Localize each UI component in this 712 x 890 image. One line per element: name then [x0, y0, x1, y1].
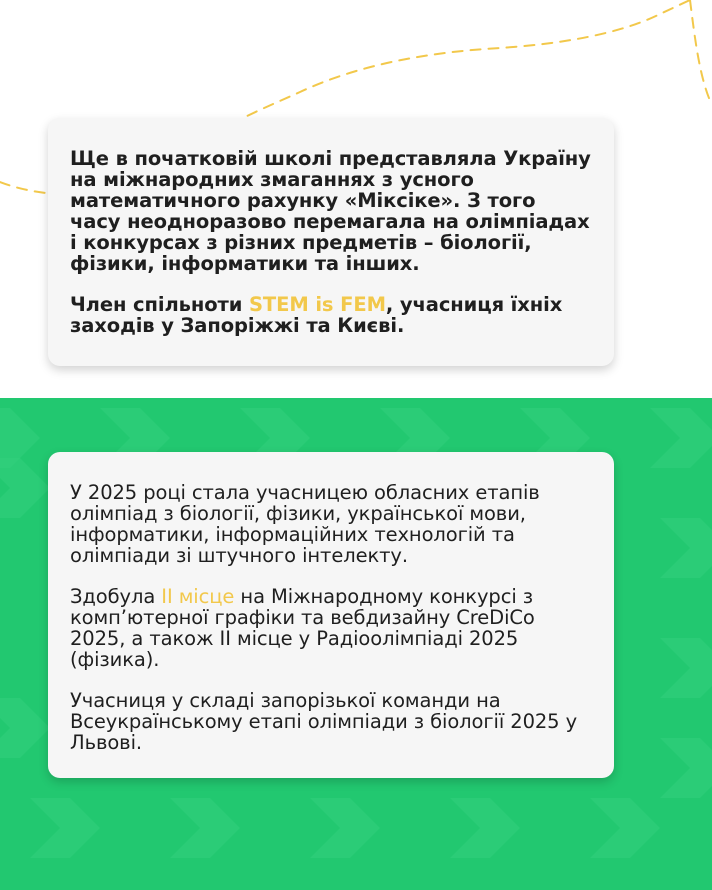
info-card-top	[48, 118, 614, 366]
card-bottom-paragraph-1: У 2025 році стала учасницею обласних етапів олімпіад з біології, фізики, української мови, інформатики, інформаційних технологій та олімпіади зі штучного інтелекту.	[70, 481, 540, 567]
bottom-section	[0, 398, 712, 890]
text-segment: Член спільноти	[70, 293, 249, 316]
text-segment: Здобула	[70, 585, 162, 608]
card-top-paragraph-2	[70, 294, 592, 336]
highlight-second-place: ІІ місце	[161, 585, 235, 608]
card-bottom-paragraph-2	[70, 586, 592, 670]
highlight-stem-is-fem: STEM is FEM	[248, 293, 386, 316]
card-top-paragraph-1: Ще в початковій школі представляла Україну на міжнародних змаганнях з усного математичного рахунку «Міксіке». З того часу неодноразово перемагала на олімпіадах і конкурсах з різних предметів – біології, фізики, інформатики та інших.	[70, 147, 591, 275]
info-card-bottom	[48, 452, 614, 778]
text-segment: на Міжнародному конкурсі з комп’ютерної графіки та вебдизайну CreDiCo 2025, а також ІІ місце у Радіоолімпіаді 2025 (фізика).	[70, 585, 535, 671]
top-section	[0, 0, 712, 398]
card-bottom-paragraph-3: Учасниця у складі запорізької команди на Всеукраїнському етапі олімпіади з біології 2025 у Львові.	[70, 689, 578, 754]
text-segment: , учасниця їхніх заходів у Запоріжжі та Києві.	[70, 293, 563, 337]
